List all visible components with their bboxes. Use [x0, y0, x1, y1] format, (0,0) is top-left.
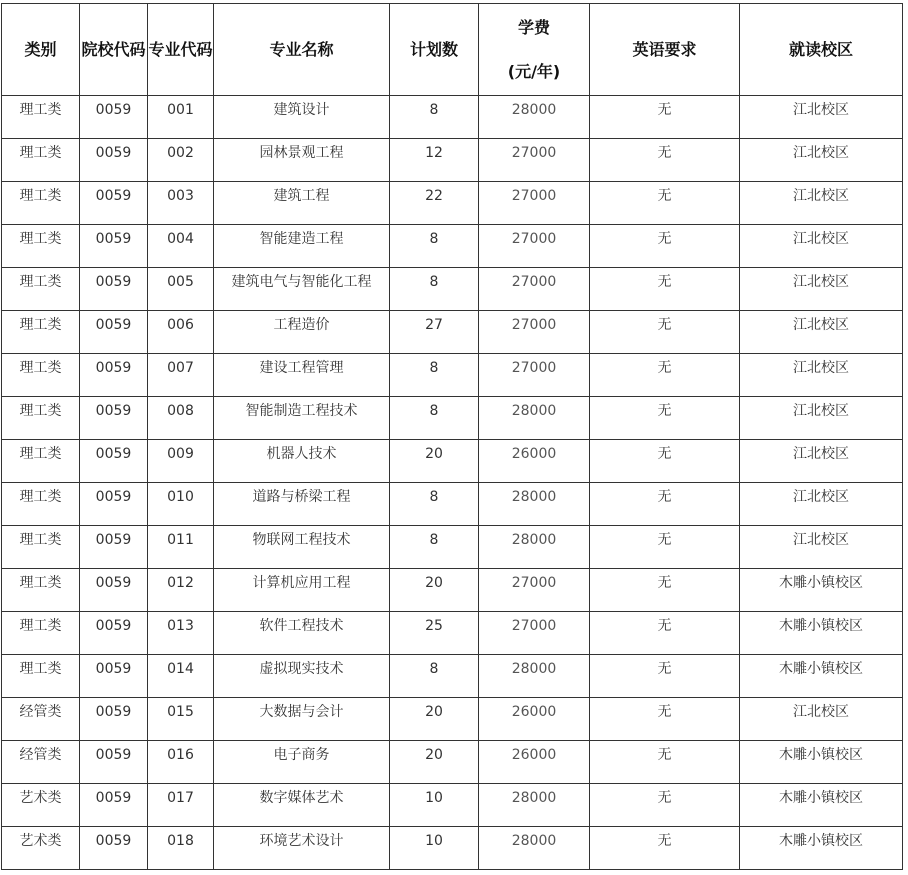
header-row	[2, 4, 903, 96]
table-row	[2, 225, 903, 268]
cell-fee: 27000	[479, 569, 590, 612]
cell-fee: 27000	[479, 225, 590, 268]
cell-english: 无	[590, 612, 740, 655]
cell-fee: 26000	[479, 698, 590, 741]
cell-english: 无	[590, 268, 740, 311]
cell-plan-count: 27	[390, 311, 479, 354]
cell-school-code: 0059	[80, 569, 148, 612]
cell-english: 无	[590, 397, 740, 440]
cell-category: 艺术类	[2, 784, 80, 827]
cell-category: 理工类	[2, 182, 80, 225]
cell-english: 无	[590, 182, 740, 225]
cell-school-code: 0059	[80, 526, 148, 569]
cell-category: 理工类	[2, 655, 80, 698]
cell-major-code: 003	[148, 182, 214, 225]
cell-major-name: 建筑电气与智能化工程	[214, 268, 390, 311]
cell-category: 理工类	[2, 354, 80, 397]
cell-category: 理工类	[2, 526, 80, 569]
cell-category: 理工类	[2, 96, 80, 139]
cell-campus: 江北校区	[740, 311, 903, 354]
cell-major-code: 018	[148, 827, 214, 870]
cell-plan-count: 25	[390, 612, 479, 655]
header-campus: 就读校区	[740, 4, 903, 96]
cell-plan-count: 8	[390, 354, 479, 397]
table-row	[2, 483, 903, 526]
cell-major-code: 014	[148, 655, 214, 698]
cell-plan-count: 8	[390, 526, 479, 569]
cell-major-name: 虚拟现实技术	[214, 655, 390, 698]
cell-fee: 26000	[479, 741, 590, 784]
cell-campus: 木雕小镇校区	[740, 741, 903, 784]
cell-campus: 江北校区	[740, 354, 903, 397]
header-english: 英语要求	[590, 4, 740, 96]
cell-plan-count: 20	[390, 569, 479, 612]
cell-major-name: 工程造价	[214, 311, 390, 354]
cell-category: 理工类	[2, 483, 80, 526]
cell-campus: 江北校区	[740, 526, 903, 569]
cell-major-name: 建筑设计	[214, 96, 390, 139]
cell-major-code: 010	[148, 483, 214, 526]
table-row	[2, 311, 903, 354]
cell-major-code: 002	[148, 139, 214, 182]
cell-campus: 江北校区	[740, 698, 903, 741]
cell-major-code: 011	[148, 526, 214, 569]
cell-campus: 江北校区	[740, 397, 903, 440]
cell-fee: 28000	[479, 655, 590, 698]
cell-campus: 江北校区	[740, 483, 903, 526]
cell-category: 理工类	[2, 268, 80, 311]
cell-fee: 28000	[479, 397, 590, 440]
cell-major-code: 004	[148, 225, 214, 268]
cell-plan-count: 20	[390, 698, 479, 741]
cell-category: 艺术类	[2, 827, 80, 870]
cell-major-name: 园林景观工程	[214, 139, 390, 182]
table-row	[2, 182, 903, 225]
cell-major-name: 数字媒体艺术	[214, 784, 390, 827]
cell-category: 理工类	[2, 139, 80, 182]
cell-fee: 28000	[479, 526, 590, 569]
cell-major-code: 001	[148, 96, 214, 139]
table-header	[2, 4, 903, 96]
cell-category: 经管类	[2, 741, 80, 784]
cell-school-code: 0059	[80, 698, 148, 741]
cell-major-code: 009	[148, 440, 214, 483]
cell-fee: 27000	[479, 311, 590, 354]
cell-major-name: 道路与桥梁工程	[214, 483, 390, 526]
cell-english: 无	[590, 741, 740, 784]
cell-major-name: 计算机应用工程	[214, 569, 390, 612]
cell-plan-count: 8	[390, 268, 479, 311]
cell-plan-count: 22	[390, 182, 479, 225]
cell-school-code: 0059	[80, 741, 148, 784]
cell-major-name: 电子商务	[214, 741, 390, 784]
cell-english: 无	[590, 655, 740, 698]
cell-school-code: 0059	[80, 827, 148, 870]
table-row	[2, 268, 903, 311]
cell-plan-count: 8	[390, 225, 479, 268]
cell-english: 无	[590, 96, 740, 139]
cell-major-name: 环境艺术设计	[214, 827, 390, 870]
cell-major-code: 008	[148, 397, 214, 440]
cell-fee: 27000	[479, 182, 590, 225]
cell-plan-count: 8	[390, 96, 479, 139]
cell-english: 无	[590, 827, 740, 870]
table-row	[2, 96, 903, 139]
cell-major-name: 物联网工程技术	[214, 526, 390, 569]
cell-school-code: 0059	[80, 354, 148, 397]
table-row	[2, 354, 903, 397]
cell-school-code: 0059	[80, 784, 148, 827]
header-fee-label: 学费	[517, 17, 550, 37]
cell-campus: 江北校区	[740, 96, 903, 139]
cell-category: 理工类	[2, 397, 80, 440]
cell-fee: 27000	[479, 612, 590, 655]
cell-major-name: 智能制造工程技术	[214, 397, 390, 440]
cell-category: 经管类	[2, 698, 80, 741]
header-fee	[479, 4, 590, 96]
cell-major-code: 006	[148, 311, 214, 354]
cell-fee: 27000	[479, 268, 590, 311]
cell-school-code: 0059	[80, 612, 148, 655]
cell-campus: 木雕小镇校区	[740, 784, 903, 827]
table-row	[2, 741, 903, 784]
cell-plan-count: 10	[390, 784, 479, 827]
cell-plan-count: 20	[390, 741, 479, 784]
table-row	[2, 698, 903, 741]
cell-school-code: 0059	[80, 225, 148, 268]
table-row	[2, 784, 903, 827]
cell-campus: 江北校区	[740, 139, 903, 182]
cell-school-code: 0059	[80, 96, 148, 139]
cell-fee: 27000	[479, 139, 590, 182]
header-major-code: 专业代码	[148, 4, 214, 96]
cell-fee: 27000	[479, 354, 590, 397]
cell-major-code: 013	[148, 612, 214, 655]
cell-campus: 木雕小镇校区	[740, 827, 903, 870]
cell-campus: 江北校区	[740, 268, 903, 311]
cell-english: 无	[590, 526, 740, 569]
cell-english: 无	[590, 784, 740, 827]
cell-major-code: 012	[148, 569, 214, 612]
cell-plan-count: 12	[390, 139, 479, 182]
cell-campus: 江北校区	[740, 225, 903, 268]
table-body	[2, 96, 903, 870]
cell-campus: 木雕小镇校区	[740, 569, 903, 612]
cell-category: 理工类	[2, 612, 80, 655]
cell-school-code: 0059	[80, 268, 148, 311]
cell-fee: 28000	[479, 827, 590, 870]
table-row	[2, 569, 903, 612]
cell-school-code: 0059	[80, 182, 148, 225]
cell-category: 理工类	[2, 569, 80, 612]
cell-school-code: 0059	[80, 483, 148, 526]
cell-fee: 28000	[479, 483, 590, 526]
cell-english: 无	[590, 225, 740, 268]
cell-english: 无	[590, 311, 740, 354]
cell-english: 无	[590, 698, 740, 741]
cell-english: 无	[590, 440, 740, 483]
cell-plan-count: 10	[390, 827, 479, 870]
cell-english: 无	[590, 483, 740, 526]
cell-school-code: 0059	[80, 655, 148, 698]
table-row	[2, 827, 903, 870]
table-row	[2, 612, 903, 655]
table-row	[2, 655, 903, 698]
table-row	[2, 139, 903, 182]
cell-major-name: 软件工程技术	[214, 612, 390, 655]
table-row	[2, 526, 903, 569]
cell-major-name: 建筑工程	[214, 182, 390, 225]
cell-category: 理工类	[2, 311, 80, 354]
table-row	[2, 440, 903, 483]
header-fee-unit: (元/年)	[507, 61, 561, 81]
cell-category: 理工类	[2, 440, 80, 483]
cell-english: 无	[590, 569, 740, 612]
cell-category: 理工类	[2, 225, 80, 268]
cell-fee: 28000	[479, 784, 590, 827]
cell-major-code: 017	[148, 784, 214, 827]
cell-school-code: 0059	[80, 397, 148, 440]
cell-plan-count: 20	[390, 440, 479, 483]
cell-major-code: 005	[148, 268, 214, 311]
cell-major-name: 智能建造工程	[214, 225, 390, 268]
cell-school-code: 0059	[80, 139, 148, 182]
header-school-code: 院校代码	[80, 4, 148, 96]
header-plan-count: 计划数	[390, 4, 479, 96]
cell-campus: 江北校区	[740, 440, 903, 483]
cell-major-name: 大数据与会计	[214, 698, 390, 741]
cell-school-code: 0059	[80, 440, 148, 483]
cell-school-code: 0059	[80, 311, 148, 354]
cell-major-name: 建设工程管理	[214, 354, 390, 397]
cell-plan-count: 8	[390, 483, 479, 526]
cell-major-name: 机器人技术	[214, 440, 390, 483]
cell-major-code: 007	[148, 354, 214, 397]
cell-major-code: 016	[148, 741, 214, 784]
cell-fee: 28000	[479, 96, 590, 139]
cell-english: 无	[590, 354, 740, 397]
header-category: 类别	[2, 4, 80, 96]
header-major-name: 专业名称	[214, 4, 390, 96]
cell-fee: 26000	[479, 440, 590, 483]
cell-campus: 木雕小镇校区	[740, 612, 903, 655]
table-row	[2, 397, 903, 440]
cell-english: 无	[590, 139, 740, 182]
cell-campus: 江北校区	[740, 182, 903, 225]
cell-plan-count: 8	[390, 397, 479, 440]
cell-campus: 木雕小镇校区	[740, 655, 903, 698]
cell-plan-count: 8	[390, 655, 479, 698]
cell-major-code: 015	[148, 698, 214, 741]
enrollment-plan-table	[1, 3, 903, 870]
